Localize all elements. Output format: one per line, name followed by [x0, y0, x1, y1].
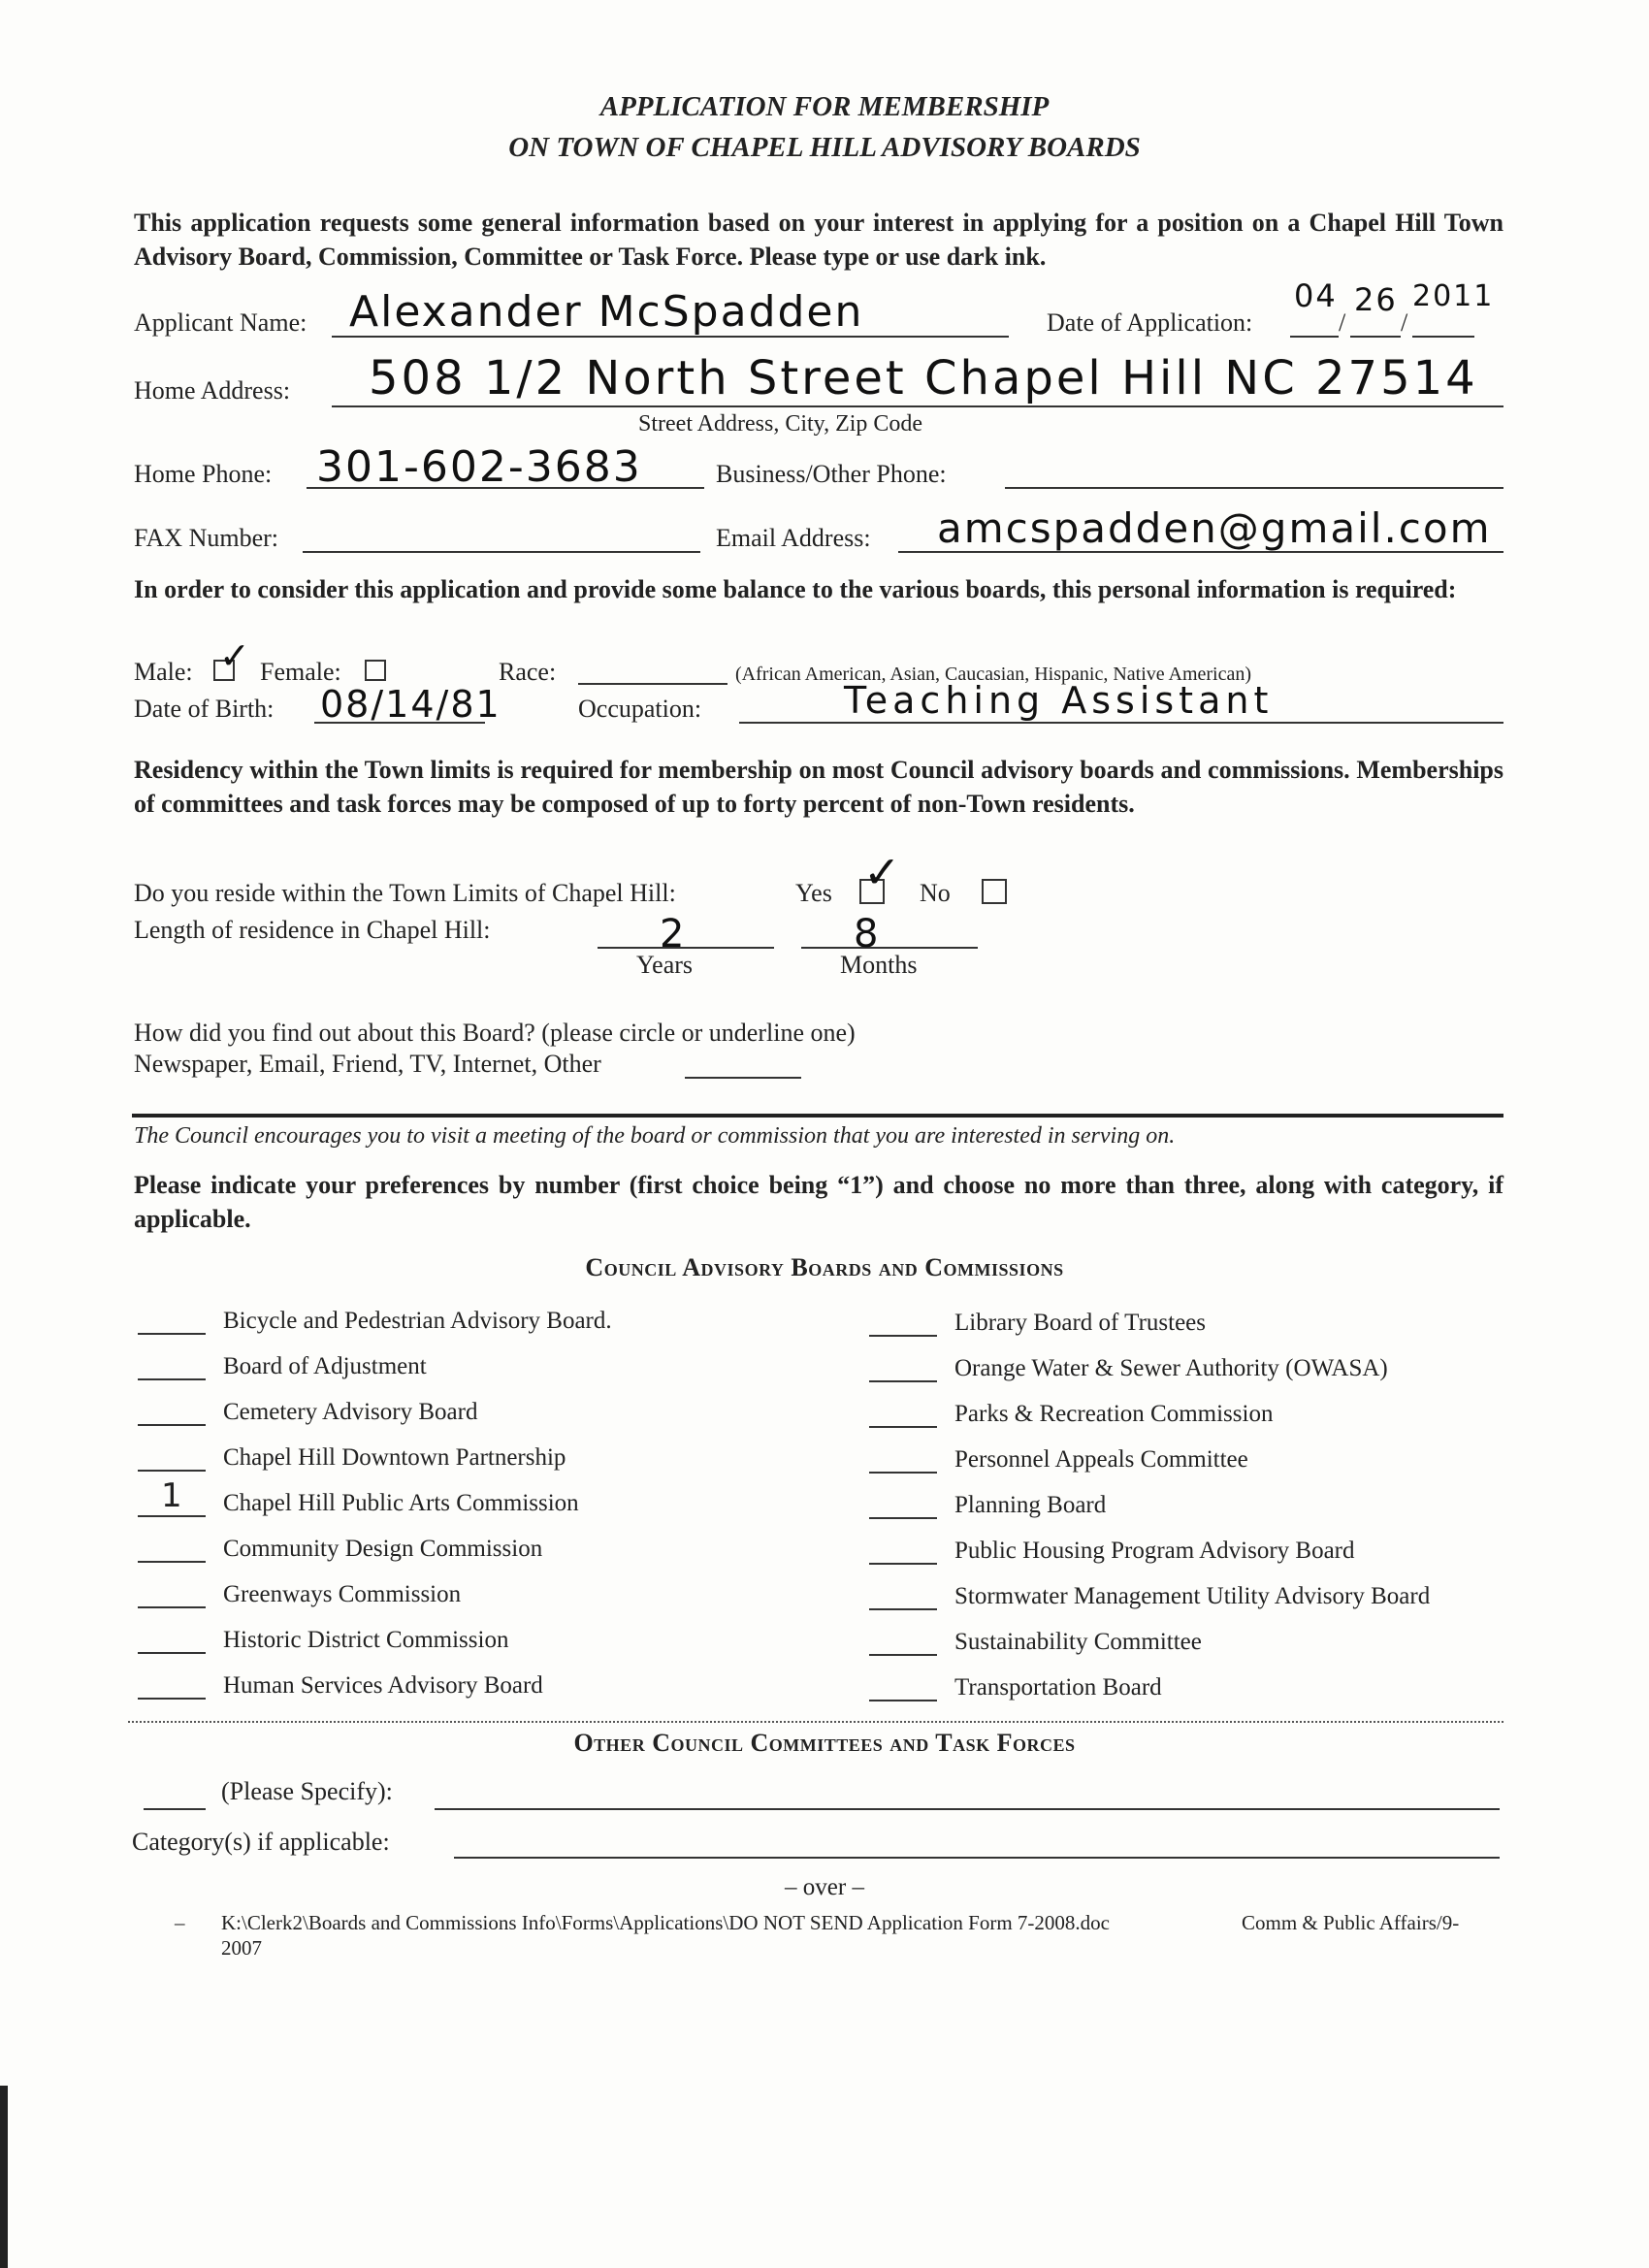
board-right-5[interactable]: Public Housing Program Advisory Board: [869, 1538, 1355, 1565]
yes-check-mark-icon: ✓: [863, 846, 901, 898]
months-label: Months: [840, 951, 918, 979]
specify-field[interactable]: [435, 1808, 1500, 1810]
board-right-6[interactable]: Stormwater Management Utility Advisory Board: [869, 1583, 1430, 1610]
date-day-value[interactable]: 26: [1354, 281, 1398, 318]
female-label: Female:: [260, 658, 341, 686]
dob-value[interactable]: 08/14/81: [320, 683, 501, 726]
board-left-3[interactable]: Chapel Hill Downtown Partnership: [138, 1444, 566, 1472]
home-address-label: Home Address:: [134, 376, 291, 405]
over-text: – over –: [785, 1874, 864, 1900]
category-label: Category(s) if applicable:: [132, 1828, 390, 1856]
business-phone-label: Business/Other Phone:: [716, 460, 947, 488]
scan-edge: [0, 2086, 8, 2268]
board-right-8[interactable]: Transportation Board: [869, 1674, 1162, 1701]
date-separator-1: /: [1339, 308, 1346, 337]
months-value[interactable]: 8: [854, 912, 881, 956]
board-right-3[interactable]: Personnel Appeals Committee: [869, 1446, 1248, 1474]
race-label: Race:: [499, 658, 557, 686]
fax-label: FAX Number:: [134, 524, 279, 552]
footer-year: 2007: [221, 1936, 262, 1960]
category-field[interactable]: [454, 1857, 1500, 1859]
footer-dash: –: [175, 1911, 185, 1934]
male-check-mark-icon: ✓: [219, 634, 250, 677]
board-left-4[interactable]: Chapel Hill Public Arts Commission: [138, 1490, 579, 1517]
home-address-value[interactable]: 508 1/2 North Street Chapel Hill NC 27514: [369, 351, 1478, 405]
preference-public-arts-value[interactable]: 1: [161, 1476, 182, 1515]
other-heading: Other Council Committees and Task Forces: [573, 1729, 1076, 1757]
residency-note: Residency within the Town limits is required for membership on most Council advisory boards and commissions. Memberships of committees and task forces may be composed of up to forty percent of non-Town residents.: [134, 756, 1504, 818]
board-left-7[interactable]: Historic District Commission: [138, 1627, 508, 1654]
no-label: No: [920, 879, 951, 907]
footer-dept: Comm & Public Affairs/9-: [1242, 1911, 1460, 1934]
applicant-name-value[interactable]: Alexander McSpadden: [349, 287, 864, 337]
address-hint: Street Address, City, Zip Code: [638, 411, 923, 437]
board-right-1[interactable]: Orange Water & Sewer Authority (OWASA): [869, 1355, 1388, 1382]
date-month-value[interactable]: 04: [1294, 277, 1338, 314]
email-value[interactable]: amcspadden@gmail.com: [937, 504, 1492, 552]
footer-path: K:\Clerk2\Boards and Commissions Info\Forms\Applications\DO NOT SEND Application Form 7-2008.doc: [221, 1911, 1110, 1934]
personal-info-note: In order to consider this application and provide some balance to the various boards, this personal information is required:: [134, 575, 1457, 603]
board-left-1[interactable]: Board of Adjustment: [138, 1353, 427, 1380]
date-separator-2: /: [1401, 308, 1408, 337]
board-right-4[interactable]: Planning Board: [869, 1492, 1106, 1519]
source-options: Newspaper, Email, Friend, TV, Internet, Other: [134, 1050, 601, 1078]
board-right-7[interactable]: Sustainability Committee: [869, 1629, 1202, 1656]
specify-label: (Please Specify):: [221, 1777, 393, 1805]
source-question: How did you find out about this Board? (please circle or underline one): [134, 1019, 856, 1047]
board-left-8[interactable]: Human Services Advisory Board: [138, 1672, 543, 1700]
length-label: Length of residence in Chapel Hill:: [134, 916, 491, 944]
home-phone-label: Home Phone:: [134, 460, 273, 488]
years-label: Years: [636, 951, 694, 979]
boards-heading: Council Advisory Boards and Commissions: [585, 1253, 1064, 1281]
board-left-5[interactable]: Community Design Commission: [138, 1536, 542, 1563]
date-year-value[interactable]: 2011: [1412, 279, 1495, 313]
home-phone-value[interactable]: 301-602-3683: [316, 442, 642, 492]
preference-note: Please indicate your preferences by number (first choice being “1”) and choose no more than three, along with category, if applicable.: [134, 1171, 1504, 1233]
intro-text: This application requests some general information based on your interest in applying for a position on a Chapel Hill Town Advisory Board, Commission, Committee or Task Force. Please type or use dark ink.: [134, 209, 1504, 271]
board-left-2[interactable]: Cemetery Advisory Board: [138, 1399, 477, 1426]
form-title-line2: ON TOWN OF CHAPEL HILL ADVISORY BOARDS: [508, 132, 1141, 163]
race-hint: (African American, Asian, Caucasian, Hispanic, Native American): [735, 664, 1252, 685]
council-note: The Council encourages you to visit a meeting of the board or commission that you are interested in serving on.: [134, 1123, 1176, 1149]
applicant-name-label: Applicant Name:: [134, 308, 307, 337]
board-right-0[interactable]: Library Board of Trustees: [869, 1310, 1206, 1337]
yes-label: Yes: [795, 879, 832, 907]
email-label: Email Address:: [716, 524, 871, 552]
board-right-2[interactable]: Parks & Recreation Commission: [869, 1401, 1273, 1428]
occupation-label: Occupation:: [578, 695, 702, 723]
board-left-0[interactable]: Bicycle and Pedestrian Advisory Board.: [138, 1308, 612, 1335]
female-checkbox[interactable]: [365, 660, 386, 681]
board-left-6[interactable]: Greenways Commission: [138, 1581, 461, 1608]
occupation-value[interactable]: Teaching Assistant: [844, 679, 1274, 722]
years-value[interactable]: 2: [660, 912, 687, 956]
form-title-line1: APPLICATION FOR MEMBERSHIP: [599, 91, 1050, 122]
dob-label: Date of Birth:: [134, 695, 275, 723]
male-label: Male:: [134, 658, 193, 686]
no-checkbox[interactable]: [982, 879, 1007, 904]
date-label: Date of Application:: [1047, 308, 1253, 337]
residency-question: Do you reside within the Town Limits of Chapel Hill:: [134, 879, 676, 907]
